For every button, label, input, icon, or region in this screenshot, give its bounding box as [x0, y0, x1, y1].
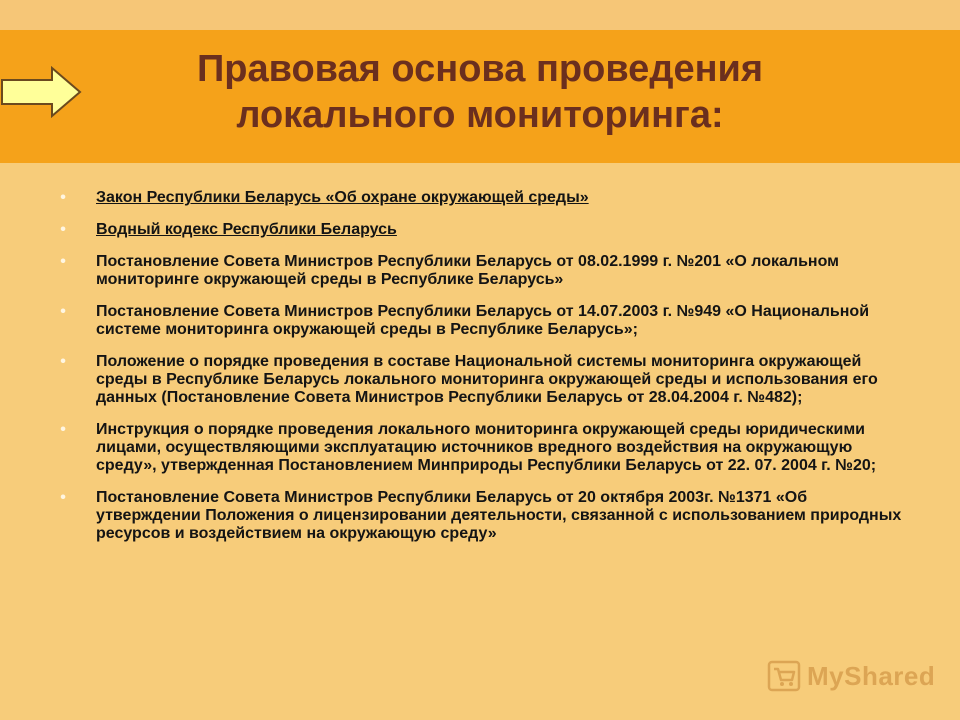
list-item-text: Водный кодекс Республики Беларусь	[96, 221, 397, 238]
list-item	[56, 303, 906, 339]
list-item-text: Положение о порядке проведения в составе Национальной системы мониторинга окружающей среды в Республике Беларусь локального мониторинга окружающей среды и использования его данных (Постановление Совета Министров Республики Беларусь от 28.04.2004 г. №482);	[96, 353, 878, 406]
list-item	[56, 189, 906, 207]
list-item-text: Постановление Совета Министров Республики Беларусь от 08.02.1999 г. №201 «О локальном мониторинге окружающей среды в Республике Беларусь»	[96, 253, 839, 288]
bullet-icon: •	[60, 353, 66, 370]
list-item	[56, 221, 906, 239]
list-item-text: Инструкция о порядке проведения локального мониторинга окружающей среды юридическими лицами, осуществляющими эксплуатацию источников вредного воздействия на окружающую среду», утвержденная Постановлением Минприроды Республики Беларусь от 22. 07. 2004 г. №20;	[96, 421, 877, 474]
list-item-text: Закон Республики Беларусь «Об охране окружающей среды»	[96, 189, 589, 206]
list-item	[56, 489, 906, 543]
page-title	[120, 46, 840, 138]
list-item	[56, 421, 906, 475]
myshared-watermark	[767, 656, 935, 696]
bullet-icon: •	[60, 421, 66, 438]
watermark-text: MyShared	[807, 660, 936, 691]
list-item-text: Постановление Совета Министров Республики Беларусь от 20 октября 2003г. №1371 «Об утверждении Положения о лицензировании деятельности, связанной с использованием природных ресурсов и воздействием на окружающую среду»	[96, 489, 902, 542]
title-line-1: Правовая основа проведения	[196, 48, 764, 90]
bullet-icon: •	[60, 489, 66, 506]
bullet-icon: •	[60, 253, 66, 270]
arrow-right-icon	[0, 66, 82, 118]
list-item-text: Постановление Совета Министров Республики Беларусь от 14.07.2003 г. №949 «О Национальной системе мониторинга окружающей среды в Республике Беларусь»;	[96, 303, 870, 338]
bullet-icon: •	[60, 221, 66, 238]
title-line-2: локального мониторинга:	[236, 94, 724, 136]
legal-basis-list	[56, 189, 906, 557]
bullet-icon: •	[60, 303, 66, 320]
bullet-icon: •	[60, 189, 66, 206]
list-item	[56, 253, 906, 289]
list-item	[56, 353, 906, 407]
shopping-cart-icon	[767, 659, 801, 693]
top-strip	[0, 0, 960, 30]
